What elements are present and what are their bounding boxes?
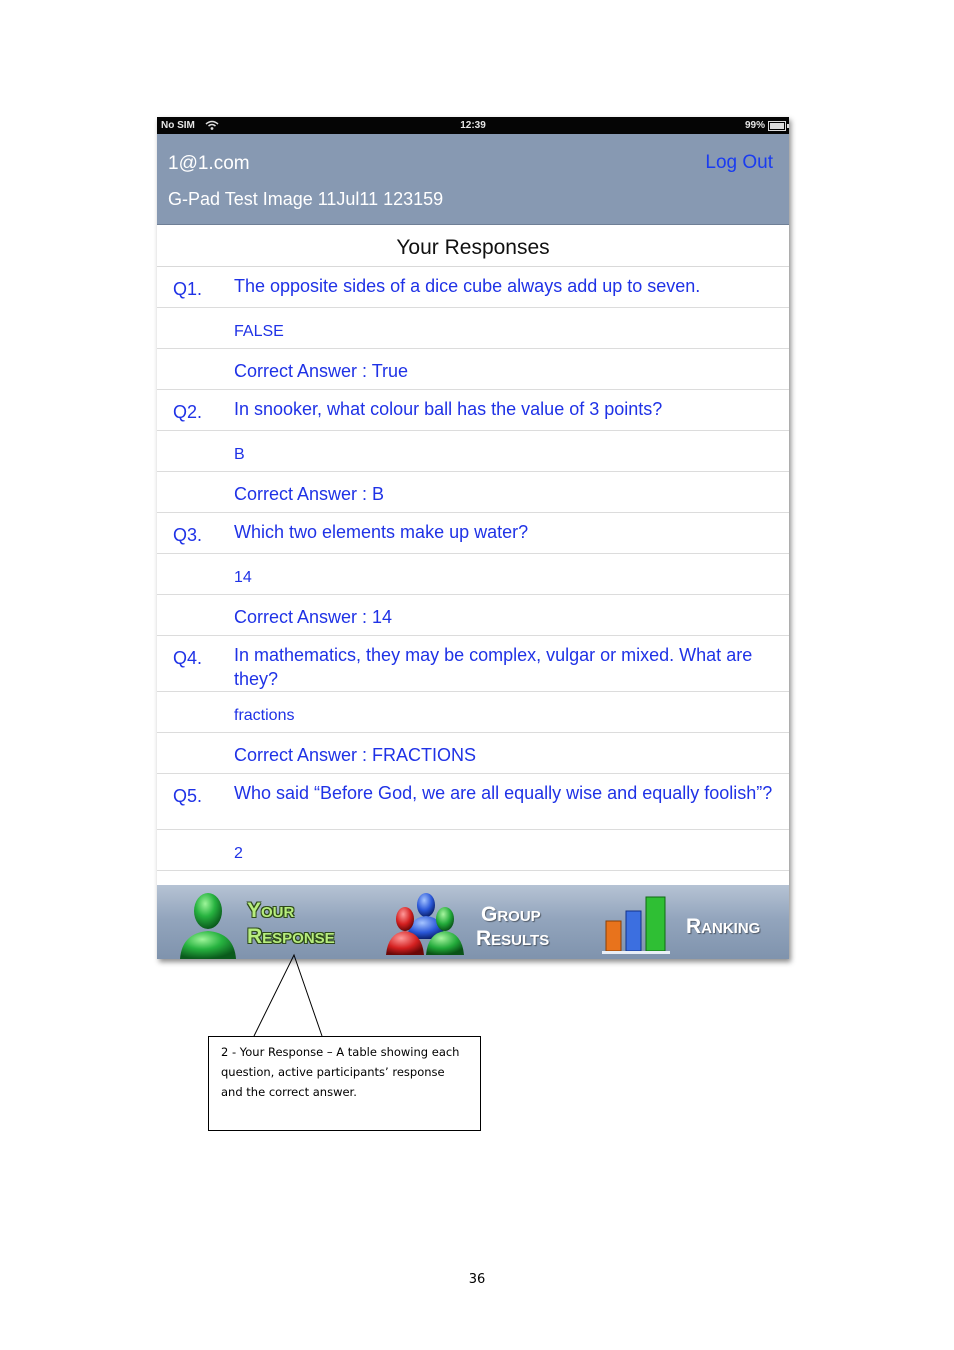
tab-group-results-line2: Results	[476, 927, 550, 950]
callout-box	[208, 1036, 481, 1131]
tab-your-response-line2: Response	[247, 925, 335, 948]
carrier-label: No SIM	[161, 120, 195, 131]
question-number: Q4.	[173, 648, 203, 668]
response-text: B	[234, 446, 245, 463]
page-number: 36	[468, 1272, 486, 1287]
callout-line-3: and the correct answer.	[221, 1085, 357, 1099]
correct-answer-text: Correct Answer : 14	[234, 607, 393, 627]
question-text: In snooker, what colour ball has the value of 3 points?	[234, 399, 663, 419]
response-text: fractions	[234, 707, 295, 724]
question-number: Q2.	[173, 402, 203, 422]
correct-answer-text: Correct Answer : B	[234, 484, 385, 504]
question-text: The opposite sides of a dice cube always add up to seven.	[234, 276, 701, 296]
question-number: Q5.	[173, 786, 203, 806]
callout-line-2: question, active participants’ response	[221, 1065, 445, 1079]
callout-line-1: 2 - Your Response – A table showing each	[221, 1045, 460, 1059]
question-text: Who said “Before God, we are all equally wise and equally foolish”?	[234, 783, 773, 803]
battery-percent: 99%	[744, 120, 765, 131]
logout-button[interactable]: Log Out	[705, 152, 773, 173]
tab-your-response-line1: Your	[247, 899, 295, 922]
response-text: 2	[234, 845, 243, 862]
user-email: 1@1.com	[168, 153, 250, 174]
correct-answer-text: Correct Answer : True	[234, 361, 409, 381]
list-title: Your Responses	[157, 225, 789, 267]
response-text: 14	[234, 569, 252, 586]
question-text: Which two elements make up water?	[234, 522, 529, 542]
tab-group-results-line1: Group	[481, 903, 541, 926]
session-title: G-Pad Test Image 11Jul11 123159	[168, 189, 444, 209]
correct-answer-text: Correct Answer : FRACTIONS	[234, 745, 477, 765]
response-text: FALSE	[234, 323, 284, 340]
status-clock: 12:39	[460, 120, 486, 131]
tab-ranking-label: Ranking	[686, 915, 761, 938]
question-number: Q1.	[173, 279, 203, 299]
question-number: Q3.	[173, 525, 203, 545]
question-text: In mathematics, they may be complex, vulgar or mixed. What are they?	[234, 645, 753, 689]
